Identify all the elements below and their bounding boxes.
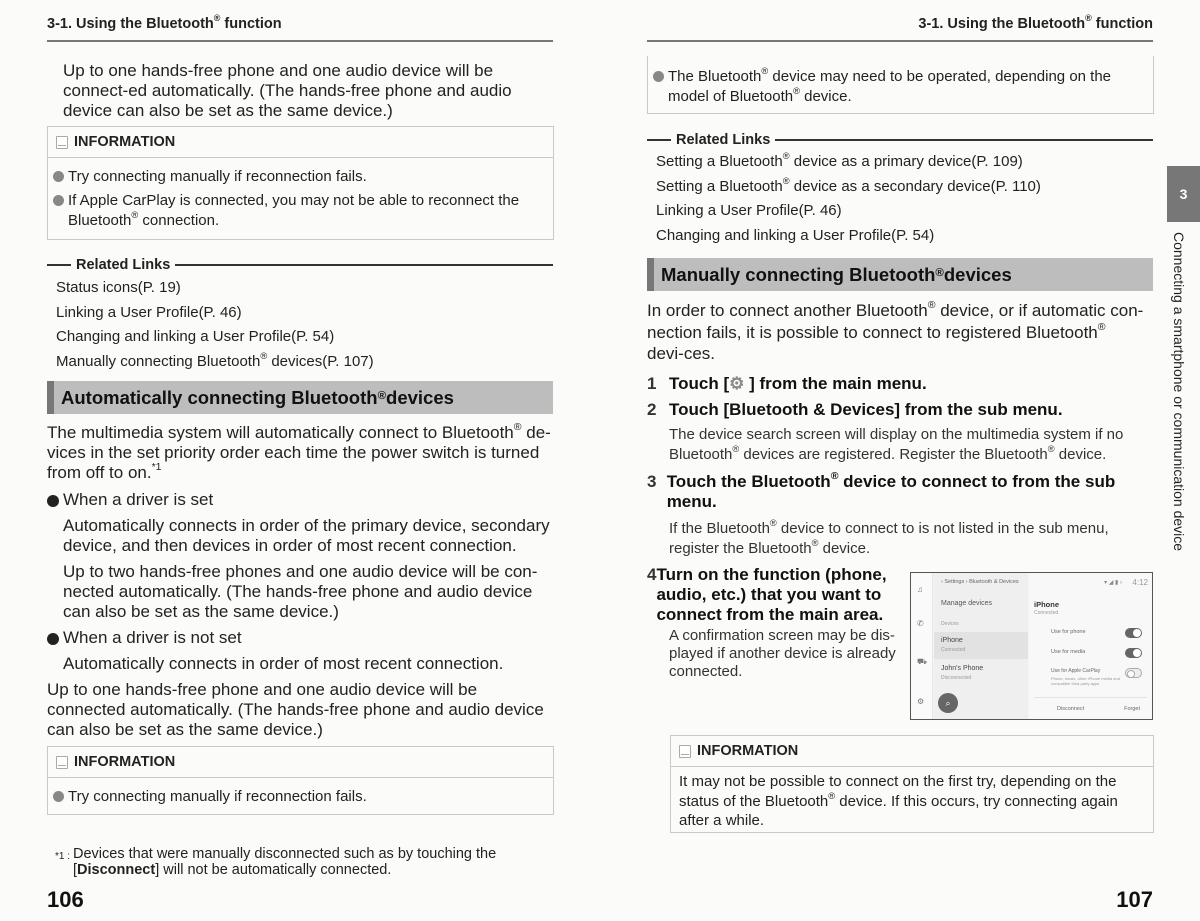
use-for-media-toggle[interactable] bbox=[1125, 648, 1142, 658]
chapter-title-vertical: Connecting a smartphone or communication device bbox=[1171, 232, 1187, 552]
device-detail-pane bbox=[1029, 573, 1152, 719]
header-rule bbox=[647, 40, 1153, 42]
information-box bbox=[670, 735, 1154, 833]
section-heading: Manually connecting Bluetooth ® devices bbox=[647, 258, 1153, 291]
bullet-icon bbox=[47, 495, 59, 507]
driver-bullets bbox=[47, 490, 553, 740]
list-title: Manage devices bbox=[941, 600, 992, 607]
info-bullet: If Apple CarPlay is connected, you may not be able to reconnect the Bluetooth® connection. bbox=[53, 191, 543, 231]
gear-icon: ⚙ bbox=[917, 697, 925, 706]
header-rule bbox=[47, 40, 553, 42]
option-label: Use for phone bbox=[1051, 629, 1086, 635]
page-number: 106 bbox=[47, 887, 84, 912]
information-box bbox=[47, 126, 554, 240]
footnote: *1 : Devices that were manually disconnected such as by touching the [Disconnect] will not be automatically connected. bbox=[55, 846, 497, 878]
step-3: 3 Touch the Bluetooth® device to connect to from the sub menu. bbox=[647, 470, 1116, 511]
closing-paragraph: Up to one hands-free phone and one audio device will be connected automatically. (The hands-free phone and audio device can also be set as the same device.) bbox=[47, 680, 544, 739]
music-icon: ♫ bbox=[917, 585, 923, 594]
clock: 4:12 bbox=[1132, 578, 1148, 587]
intro-paragraph: Up to one hands-free phone and one audio device will be connect-ed automatically. (The hands-free phone and audio device can also be set as the same device.) bbox=[63, 61, 512, 120]
related-link[interactable]: Setting a Bluetooth® device as a secondary device(P. 110) bbox=[656, 175, 1041, 195]
list-subheader: Devices bbox=[941, 621, 959, 627]
related-link[interactable]: Status icons(P. 19) bbox=[56, 279, 181, 296]
section-paragraph: The multimedia system will automatically connect to Bluetooth® de-vices in the set priority order each time the power switch is turned from off to on.$^{*1}$ bbox=[47, 421, 551, 482]
info-bullet: The Bluetooth® device may need to be operated, depending on the model of Bluetooth® device. bbox=[653, 67, 1143, 107]
related-link[interactable]: Linking a User Profile(P. 46) bbox=[56, 303, 242, 321]
information-text: It may not be possible to connect on the first try, depending on the status of the Bluetooth® device. If this occurs, try connecting again after a while. bbox=[679, 773, 1118, 829]
status-icons: ▾ ◢ ▮ › bbox=[1104, 580, 1122, 586]
step-2: 2 Touch [Bluetooth & Devices] from the sub menu. bbox=[647, 400, 1063, 419]
step-1: 1 Touch [⚙ ] from the main menu. bbox=[647, 374, 927, 393]
information-header bbox=[48, 127, 553, 158]
book-icon bbox=[679, 745, 691, 758]
information-title: INFORMATION bbox=[697, 743, 799, 759]
information-box bbox=[47, 746, 554, 815]
related-links-title: Related Links bbox=[647, 131, 1153, 149]
disconnect-button[interactable]: Disconnect bbox=[1057, 706, 1085, 712]
info-bullet: Try connecting manually if reconnection fails. bbox=[53, 787, 543, 807]
bullet-icon bbox=[53, 171, 64, 182]
related-link[interactable]: Manually connecting Bluetooth® devices(P. 107) bbox=[56, 350, 374, 370]
info-bullet: Try connecting manually if reconnection fails. bbox=[53, 167, 543, 187]
information-title: INFORMATION bbox=[74, 134, 176, 150]
bullet-paragraph: Up to two hands-free phones and one audio device will be con-nected automatically. (The hands-free phone and audio device can also be set as the same device.) bbox=[63, 562, 538, 621]
bullet-icon bbox=[53, 791, 64, 802]
step-2-description: The device search screen will display on the multimedia system if no Bluetooth® devices are registered. Register the Bluetooth® device. bbox=[669, 426, 1124, 463]
settings-screenshot bbox=[910, 572, 1153, 720]
related-links-title: Related Links bbox=[47, 256, 553, 274]
car-icon: ⛟ bbox=[917, 657, 928, 666]
search-button[interactable]: ⌕ bbox=[938, 693, 958, 713]
use-for-carplay-toggle[interactable] bbox=[1125, 668, 1142, 678]
gear-icon: ⚙ bbox=[729, 374, 745, 393]
step-3-description: If the Bluetooth® device to connect to is not listed in the sub menu, register the Bluetooth® device. bbox=[669, 518, 1109, 557]
related-link[interactable]: Setting a Bluetooth® device as a primary device(P. 109) bbox=[656, 151, 1023, 170]
right-page bbox=[600, 0, 1200, 921]
information-header bbox=[48, 747, 553, 778]
bullet-paragraph: Automatically connects in order of most recent connection. bbox=[63, 654, 504, 673]
option-label: Use for media bbox=[1051, 649, 1086, 655]
bullet-icon bbox=[53, 195, 64, 206]
bullet-icon bbox=[47, 633, 59, 645]
device-row[interactable]: John's Phone Disconnected bbox=[941, 665, 984, 681]
forget-button[interactable]: Forget bbox=[1124, 706, 1140, 712]
option-sublabel: Phone, music, other iPhone media and compatible third-party apps bbox=[1051, 676, 1120, 686]
note-box bbox=[647, 56, 1154, 114]
information-title: INFORMATION bbox=[74, 754, 176, 770]
book-icon bbox=[56, 136, 68, 149]
information-header bbox=[671, 736, 1153, 767]
related-link[interactable]: Changing and linking a User Profile(P. 54) bbox=[656, 226, 935, 244]
side-rail bbox=[911, 573, 933, 719]
option-label: Use for Apple CarPlay bbox=[1051, 668, 1101, 674]
bullet-item: When a driver is set bbox=[47, 490, 553, 510]
step-4: 4 Turn on the function (phone, audio, etc.) that you want to connect from the main area. bbox=[647, 565, 887, 624]
page-number: 107 bbox=[1116, 887, 1153, 912]
chapter-tab[interactable]: 3 bbox=[1167, 166, 1200, 222]
running-header: 3-1. Using the Bluetooth® function bbox=[47, 13, 282, 32]
bullet-paragraph: Automatically connects in order of the primary device, secondary device, and then devices in order of most recent connection. bbox=[63, 516, 550, 555]
related-links bbox=[47, 256, 553, 374]
device-row-selected[interactable]: iPhone Connected bbox=[934, 632, 1028, 659]
section-heading: Automatically connecting Bluetooth ® devices bbox=[47, 381, 553, 414]
detail-status: Connected bbox=[1034, 610, 1059, 616]
bullet-item: When a driver is not set bbox=[47, 628, 553, 648]
phone-icon: ✆ bbox=[917, 619, 924, 628]
book-icon bbox=[56, 756, 68, 769]
running-header: 3-1. Using the Bluetooth® function bbox=[918, 13, 1153, 32]
related-link[interactable]: Changing and linking a User Profile(P. 54) bbox=[56, 328, 335, 345]
bullet-icon bbox=[653, 71, 664, 82]
related-link[interactable]: Linking a User Profile(P. 46) bbox=[656, 202, 842, 219]
step-4-description: A confirmation screen may be dis-played if another device is already connected. bbox=[669, 627, 896, 680]
breadcrumb: ‹ Settings › Bluetooth & Devices bbox=[941, 579, 1019, 585]
section-paragraph: In order to connect another Bluetooth® device, or if automatic con-nection fails, it is possible to connect to registered Bluetooth® devi-ces. bbox=[647, 299, 1144, 363]
use-for-phone-toggle[interactable] bbox=[1125, 628, 1142, 638]
detail-title: iPhone bbox=[1034, 600, 1060, 609]
related-links bbox=[647, 131, 1153, 248]
